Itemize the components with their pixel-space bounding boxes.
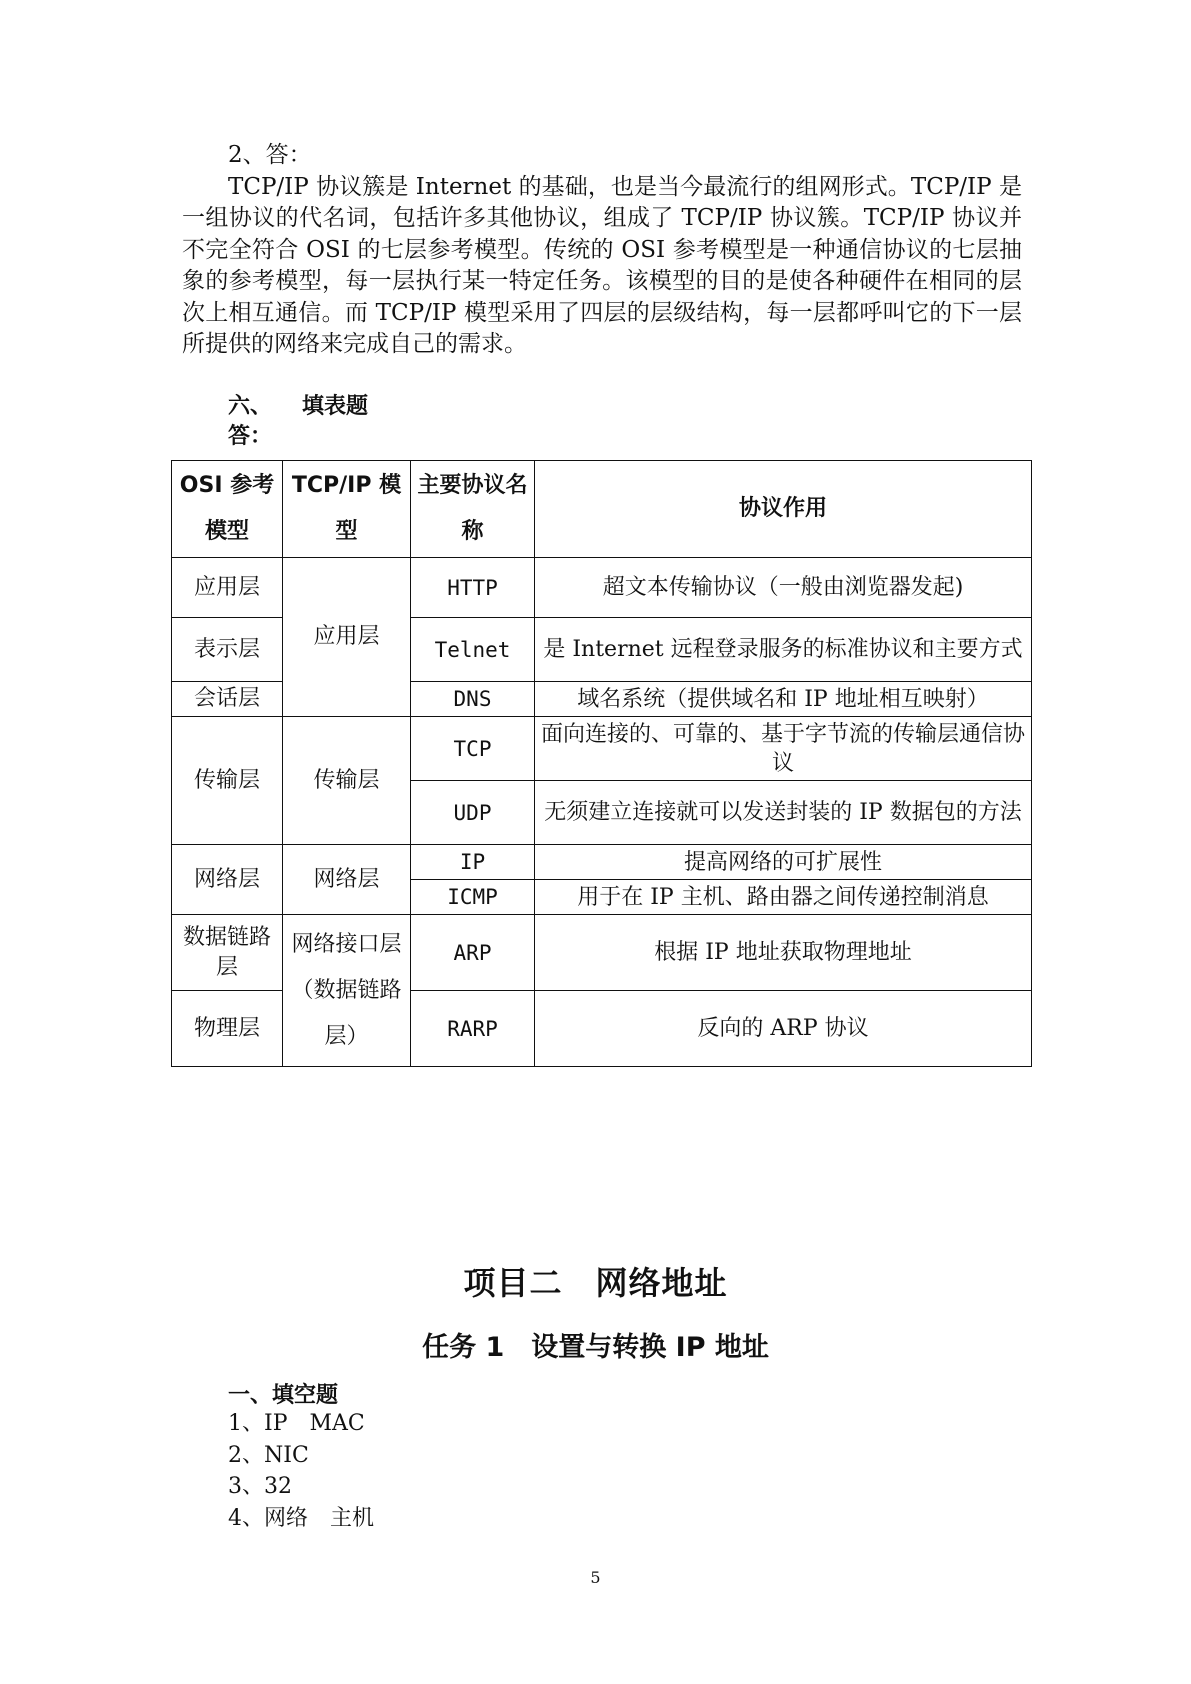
protocol-cell: HTTP [411,558,535,618]
role-cell: 反向的 ARP 协议 [535,991,1032,1067]
osi-layer-cell: 数据链路层 [172,915,283,991]
table-row [172,915,1032,991]
header-role: 协议作用 [535,461,1032,558]
role-cell: 域名系统（提供域名和 IP 地址相互映射） [535,682,1032,717]
header-tcpip: TCP/IP 模型 [283,461,411,558]
task-title: 任务 1 设置与转换 IP 地址 [422,1332,769,1363]
page-number: 5 [590,1568,601,1587]
answer-block [182,140,1022,361]
tcpip-layer-cell: 网络层 [283,845,411,915]
answer-paragraph: TCP/IP 协议簇是 Internet 的基础，也是当今最流行的组网形式。TCP/IP 是一组协议的代名词，包括许多其他协议，组成了 TCP/IP 协议簇。TCP/IP 协议并不完全符合 OSI 的七层参考模型。传统的 OSI 参考模型是一种通信协议的七层抽象的参考模型，每一层执行某一特定任务。该模型的目的是使各种硬件在相同的层次上相互通信。而 TCP/IP 模型采用了四层的层级结构，每一层都呼叫它的下一层所提供的网络来完成自己的需求。 [182,173,1022,357]
role-cell: 根据 IP 地址获取物理地址 [535,915,1032,991]
table-header-row [172,461,1032,558]
role-cell: 用于在 IP 主机、路由器之间传递控制消息 [535,880,1032,915]
section-six-heading [228,392,368,452]
osi-layer-cell: 会话层 [172,682,283,717]
section-title: 填表题 [302,394,369,419]
protocol-cell: RARP [411,991,535,1067]
list-item: 3、32 [228,1474,292,1499]
osi-layer-cell: 物理层 [172,991,283,1067]
role-cell: 提高网络的可扩展性 [535,845,1032,880]
fill-blank-list [228,1408,374,1534]
protocol-cell: IP [411,845,535,880]
osi-layer-cell: 表示层 [172,618,283,682]
tcpip-layer-cell: 网络接口层（数据链路层） [283,915,411,1067]
tcpip-layer-cell: 应用层 [283,558,411,717]
osi-layer-cell: 网络层 [172,845,283,915]
role-cell: 无须建立连接就可以发送封装的 IP 数据包的方法 [535,781,1032,845]
answer-heading: 2、答： [228,142,312,168]
fill-blank-heading: 一、填空题 [228,1383,339,1408]
header-osi: OSI 参考模型 [172,461,283,558]
protocol-cell: ICMP [411,880,535,915]
section-number: 六、 [228,394,273,419]
protocol-cell: ARP [411,915,535,991]
protocol-cell: Telnet [411,618,535,682]
table-row [172,717,1032,781]
project-title: 项目二 网络地址 [463,1264,728,1302]
table-row [172,845,1032,880]
list-item: 1、IP MAC [228,1411,365,1436]
protocol-cell: TCP [411,717,535,781]
protocol-cell: DNS [411,682,535,717]
role-cell: 面向连接的、可靠的、基于字节流的传输层通信协议 [535,717,1032,781]
header-protocol: 主要协议名称 [411,461,535,558]
role-cell: 超文本传输协议（一般由浏览器发起) [535,558,1032,618]
tcpip-layer-cell: 传输层 [283,717,411,845]
osi-tcpip-table [171,460,1032,1067]
osi-layer-cell: 传输层 [172,717,283,845]
list-item: 2、NIC [228,1442,309,1468]
list-item: 4、网络 主机 [228,1505,374,1531]
role-cell: 是 Internet 远程登录服务的标准协议和主要方式 [535,618,1032,682]
table-row [172,558,1032,618]
osi-layer-cell: 应用层 [172,558,283,618]
answer-label: 答： [228,424,273,449]
protocol-cell: UDP [411,781,535,845]
